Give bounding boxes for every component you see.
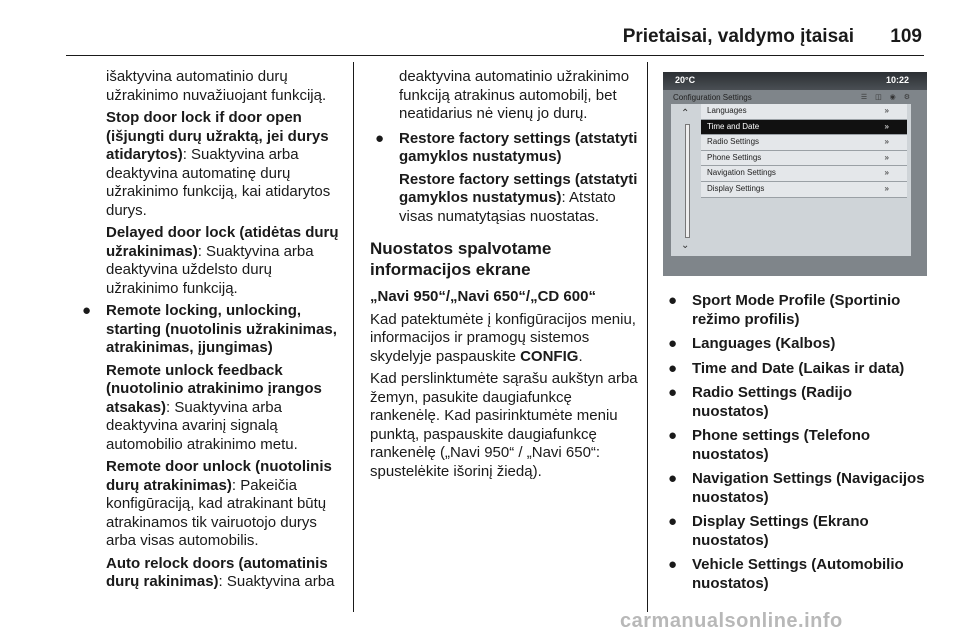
paragraph — [106, 224, 346, 298]
settings-item-label: Time and Date — [707, 121, 760, 131]
definition: : Pakeičia konfigūraciją, kad atrakinant būtų atrakinamos tik vairuotojo durys arba visas automobilis. — [106, 476, 327, 549]
subsection-heading: „Navi 950“/„Navi 650“/„CD 600“ — [370, 288, 596, 305]
header-rule — [66, 55, 924, 56]
settings-list-item — [701, 104, 907, 120]
definition: : Suaktyvina arba — [218, 573, 335, 590]
term: Delayed door lock (atidėtas durų užrakinimas) — [106, 224, 339, 260]
term: Remote unlock feedback (nuotolinio atrakinimo įrangos atsakas) — [106, 361, 322, 416]
paragraph — [370, 311, 639, 367]
bullet-icon: ● — [668, 513, 678, 530]
settings-item-label: Languages — [707, 106, 747, 115]
paragraph: išaktyvina automatinio durų užrakinimo nuvažiuojant funkciją. — [106, 68, 327, 104]
text: Kad patektumėte į konfigūracijos meniu, informacijos ir pramogų sistemos skydelyje paspauskite — [370, 310, 636, 365]
settings-item-label: Navigation Settings — [707, 168, 776, 178]
column-divider-1 — [353, 62, 354, 612]
chevron-right-icon: » — [884, 152, 889, 162]
settings-item-label: Radio Settings — [707, 137, 760, 147]
watermark: carmanualsonline.info — [620, 610, 843, 632]
bullet-icon: ● — [668, 359, 678, 377]
chevron-right-icon: » — [884, 106, 889, 115]
bullet-icon: ● — [668, 427, 678, 444]
paragraph — [106, 362, 346, 455]
column-1 — [82, 68, 346, 596]
term: Stop door lock if door open (išjungti durų užraktą, jei durys atidarytos) — [106, 109, 329, 163]
temperature: 20°C — [675, 75, 696, 85]
chevron-right-icon: » — [884, 121, 889, 131]
chevron-right-icon: » — [884, 168, 889, 178]
chevron-right-icon: » — [884, 183, 889, 193]
bullet-item — [668, 470, 930, 507]
chevron-right-icon: » — [884, 137, 889, 147]
bullet-title: Sport Mode Profile (Sportinio režimo profilis) — [692, 292, 901, 328]
settings-item-label: Display Settings — [707, 183, 765, 193]
bullet-item — [668, 335, 930, 354]
bullet-icon: ● — [668, 335, 678, 352]
definition: : Suaktyvina arba deaktyvina uždelsto durų užrakinimo funkciją. — [106, 242, 314, 297]
term: Remote door unlock (nuotolinis durų atrakinimas) — [106, 458, 332, 494]
paragraph: deaktyvina automatinio užrakinimo funkciją atrakinus automobilį, bet neatidarius nė vienų jo durų. — [399, 68, 630, 122]
bullet-title: Time and Date (Laikas ir data) — [692, 359, 905, 377]
bullet-title: Navigation Settings (Navigacijos nuostatos) — [692, 470, 925, 506]
config-screen-figure — [663, 72, 927, 276]
bullet-title: Remote locking, unlocking, starting (nuotolinis užrakinimas, atrakinimas, įjungimas) — [106, 302, 337, 356]
section-heading: Nuostatos spalvotame informacijos ekrane — [370, 239, 552, 279]
settings-list — [701, 104, 907, 198]
settings-list-item — [701, 120, 907, 136]
settings-list-item — [701, 151, 907, 167]
paragraph — [106, 458, 346, 551]
screen-title: Configuration Settings — [673, 93, 752, 102]
status-icons: ☰ ◫ ◉ ⚙ — [860, 94, 913, 101]
bullet-icon: ● — [668, 556, 678, 573]
bullet-item — [668, 556, 930, 593]
running-header-title: Prietaisai, valdymo įtaisai — [622, 26, 854, 47]
settings-item-label: Phone Settings — [707, 152, 762, 162]
paragraph: Kad perslinktumėte sąrašu aukštyn arba žemyn, pasukite daugiafunkcę rankenėlę. Kad pasirinktumėte meniu punktą, paspauskite daugiafunkcę rankenėlę („Navi 950“ / „Navi 650“: spustelėkite išorinį žiedą). — [370, 370, 638, 480]
bullet-title: Display Settings (Ekrano nuostatos) — [692, 513, 869, 549]
text: . — [578, 347, 583, 365]
bullet-icon: ● — [668, 292, 678, 309]
bullet-title: Phone settings (Telefono nuostatos) — [692, 427, 871, 463]
scroll-up-icon: ⌃ — [681, 108, 690, 119]
bullet-item — [668, 359, 930, 379]
settings-list-item — [701, 135, 907, 151]
bullet-icon: ● — [375, 129, 385, 147]
column-divider-2 — [647, 62, 648, 612]
bullet-item — [668, 384, 930, 421]
bullet-item — [668, 292, 930, 329]
settings-list-item — [701, 166, 907, 182]
bullet-icon: ● — [668, 384, 678, 401]
scroll-down-icon: ⌄ — [681, 240, 690, 251]
scrollbar — [685, 124, 690, 238]
bullet-title: Restore factory settings (atstatyti gamyklos nustatymus) — [399, 129, 638, 165]
term: Auto relock doors (automatinis durų rakinimas) — [106, 554, 328, 590]
bullet-icon: ● — [668, 470, 678, 487]
bullet-title: Vehicle Settings (Automobilio nuostatos) — [692, 556, 904, 592]
config-button-label: CONFIG — [520, 347, 579, 365]
bullet-item — [668, 513, 930, 550]
bullet-item — [375, 129, 639, 167]
settings-panel — [671, 104, 911, 256]
column-2 — [370, 68, 639, 485]
paragraph — [399, 171, 639, 227]
bullet-icon: ● — [82, 302, 92, 319]
column-3 — [668, 292, 930, 599]
clock: 10:22 — [885, 75, 909, 85]
page-number: 109 — [890, 26, 922, 47]
bullet-title: Languages (Kalbos) — [692, 335, 836, 352]
definition: : Suaktyvina arba deaktyvina automatinę durų užrakinimo funkciją, kai atidarytos durys. — [106, 146, 331, 219]
bullet-title: Radio Settings (Radijo nuostatos) — [692, 384, 853, 420]
definition: : Suaktyvina arba deaktyvina avarinį signalą automobilio atrakinimo metu. — [106, 398, 298, 453]
paragraph — [106, 555, 346, 592]
term: Restore factory settings (atstatyti gamyklos nustatymus) — [399, 170, 638, 206]
definition: : Atstato visas numatytąsias nuostatas. — [399, 189, 616, 225]
paragraph — [106, 109, 346, 220]
settings-list-item — [701, 182, 907, 198]
status-bar — [663, 72, 927, 90]
bullet-item — [668, 427, 930, 464]
bullet-item — [82, 302, 346, 358]
